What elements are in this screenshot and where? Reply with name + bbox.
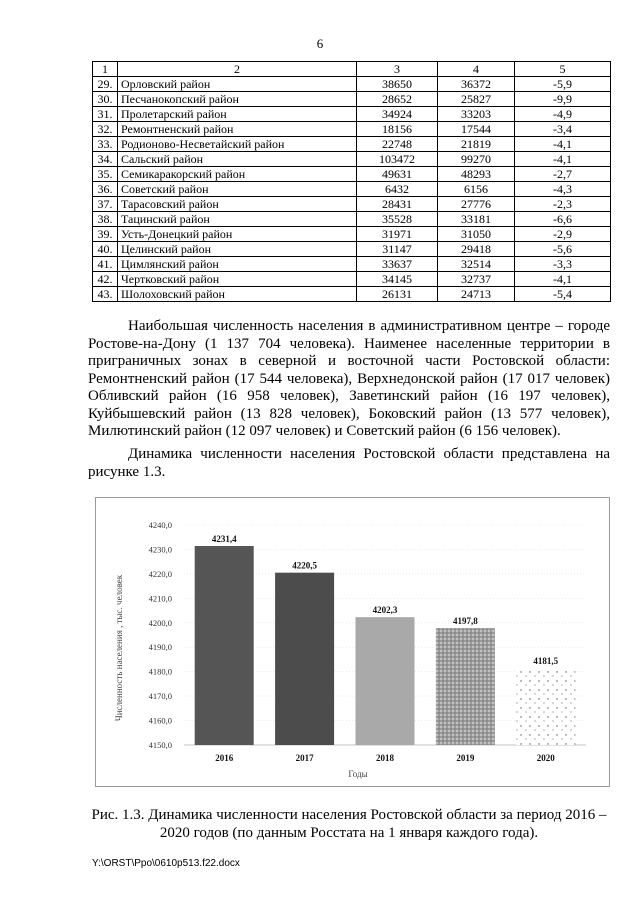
population-2020-cell: 27776 — [438, 197, 515, 212]
table-row — [93, 107, 611, 122]
population-2016-cell: 22748 — [357, 137, 438, 152]
change-percent-cell: -3,3 — [515, 257, 611, 272]
table-row — [93, 197, 611, 212]
population-2020-cell: 6156 — [438, 182, 515, 197]
y-axis-ticks — [149, 520, 172, 750]
change-percent-cell: -4,3 — [515, 182, 611, 197]
population-2020-cell: 29418 — [438, 242, 515, 257]
change-percent-cell: -2,7 — [515, 167, 611, 182]
population-2020-cell: 24713 — [438, 287, 515, 302]
change-percent-cell: -3,4 — [515, 122, 611, 137]
x-axis-ticks — [215, 753, 555, 763]
row-number-cell: 35. — [93, 167, 118, 182]
table-row — [93, 137, 611, 152]
table-header-row — [93, 62, 611, 77]
row-number-cell: 39. — [93, 227, 118, 242]
bar-2016 — [195, 546, 254, 745]
population-2020-cell: 99270 — [438, 152, 515, 167]
row-number-cell: 43. — [93, 287, 118, 302]
district-name-cell: Чертковский район — [118, 272, 357, 287]
population-2020-cell: 32514 — [438, 257, 515, 272]
table-row — [93, 152, 611, 167]
population-2016-cell: 34145 — [357, 272, 438, 287]
table-row — [93, 92, 611, 107]
table-row — [93, 182, 611, 197]
district-name-cell: Пролетарский район — [118, 107, 357, 122]
change-percent-cell: -4,1 — [515, 152, 611, 167]
y-tick-label: 4170,0 — [148, 691, 172, 702]
figure-caption: Рис. 1.3. Динамика численности населения Ростовской области за период 2016 – 2020 годов (по данным Росстата на 1 января каждого года). — [91, 807, 607, 841]
y-tick-label: 4220,0 — [148, 568, 172, 579]
change-percent-cell: -5,4 — [515, 287, 611, 302]
bar-value-label: 4231,4 — [211, 534, 237, 545]
chart-bars — [195, 534, 576, 745]
row-number-cell: 37. — [93, 197, 118, 212]
x-tick-label: 2017 — [295, 753, 314, 763]
population-2020-cell: 17544 — [438, 122, 515, 137]
population-2016-cell: 26131 — [357, 287, 438, 302]
district-name-cell: Ремонтненский район — [118, 122, 357, 137]
row-number-cell: 38. — [93, 212, 118, 227]
table-row — [93, 227, 611, 242]
table-row — [93, 167, 611, 182]
table-row — [93, 77, 611, 92]
bar-2019 — [436, 628, 495, 745]
paragraph-figure-reference — [88, 446, 610, 481]
population-2016-cell: 34924 — [357, 107, 438, 122]
bar-value-label: 4220,5 — [292, 560, 317, 571]
document-path-footer: Y:\ORST\Ppo\0610p513.f22.docx — [92, 858, 240, 869]
row-number-cell: 29. — [93, 77, 118, 92]
population-2016-cell: 28431 — [357, 197, 438, 212]
paragraph-population-summary — [88, 318, 610, 441]
table-header-cell: 3 — [357, 62, 438, 77]
table-row — [93, 212, 611, 227]
district-name-cell: Усть-Донецкий район — [118, 227, 357, 242]
district-name-cell: Советский район — [118, 182, 357, 197]
population-2020-cell: 32737 — [438, 272, 515, 287]
y-tick-label: 4150,0 — [148, 740, 172, 750]
bar-2018 — [356, 617, 415, 745]
bar-2017 — [275, 573, 334, 745]
district-population-table — [92, 61, 611, 302]
y-tick-label: 4190,0 — [148, 642, 172, 653]
y-tick-label: 4180,0 — [148, 666, 172, 677]
district-name-cell: Орловский район — [118, 77, 357, 92]
population-2016-cell: 31147 — [357, 242, 438, 257]
population-2016-cell: 38650 — [357, 77, 438, 92]
chart-canvas — [96, 498, 609, 786]
table-header-cell: 4 — [438, 62, 515, 77]
district-name-cell: Сальский район — [118, 152, 357, 167]
row-number-cell: 30. — [93, 92, 118, 107]
row-number-cell: 34. — [93, 152, 118, 167]
population-2016-cell: 18156 — [357, 122, 438, 137]
bar-value-label: 4202,3 — [372, 605, 398, 616]
population-2016-cell: 103472 — [357, 152, 438, 167]
y-tick-label: 4210,0 — [148, 593, 172, 604]
population-2016-cell: 28652 — [357, 92, 438, 107]
table-header-cell: 2 — [118, 62, 357, 77]
row-number-cell: 31. — [93, 107, 118, 122]
table-row — [93, 122, 611, 137]
table-row — [93, 257, 611, 272]
change-percent-cell: -4,1 — [515, 272, 611, 287]
change-percent-cell: -9,9 — [515, 92, 611, 107]
table-row — [93, 287, 611, 302]
district-name-cell: Песчанокопский район — [118, 92, 357, 107]
table-row — [93, 242, 611, 257]
population-2016-cell: 6432 — [357, 182, 438, 197]
paragraph-text: Наибольшая численность населения в административном центре – городе Ростове-на-Дону (1 137 704 человека). Наименее населенные территории в приграничных зонах в северной и восточной части Ростовской области: Ремонтненский район (17 544 человека), Верхнедонской район (17 017 человек) Обливский район (16 958 человек), Заветинский район (16 197 человек), Куйбышевский район (13 828 человек), Боковский район (13 577 человек), Милютинский район (12 097 человек) и Советский район (6 156 человек). — [88, 318, 610, 439]
row-number-cell: 36. — [93, 182, 118, 197]
change-percent-cell: -6,6 — [515, 212, 611, 227]
population-2020-cell: 25827 — [438, 92, 515, 107]
change-percent-cell: -5,9 — [515, 77, 611, 92]
population-2020-cell: 33203 — [438, 107, 515, 122]
table-header-cell: 1 — [93, 62, 118, 77]
population-2016-cell: 35528 — [357, 212, 438, 227]
row-number-cell: 41. — [93, 257, 118, 272]
population-2020-cell: 33181 — [438, 212, 515, 227]
x-axis-title: Годы — [348, 769, 368, 779]
population-2016-cell: 31971 — [357, 227, 438, 242]
population-2020-cell: 48293 — [438, 167, 515, 182]
population-2020-cell: 31050 — [438, 227, 515, 242]
row-number-cell: 32. — [93, 122, 118, 137]
change-percent-cell: -2,9 — [515, 227, 611, 242]
district-name-cell: Цимлянский район — [118, 257, 357, 272]
change-percent-cell: -2,3 — [515, 197, 611, 212]
x-tick-label: 2016 — [215, 753, 234, 763]
district-name-cell: Родионово-Несветайский район — [118, 137, 357, 152]
bar-2020 — [516, 668, 575, 745]
district-name-cell: Целинский район — [118, 242, 357, 257]
bar-value-label: 4197,8 — [453, 616, 478, 627]
paragraph-text: Динамика численности населения Ростовской области представлена на рисунке 1.3. — [88, 446, 610, 480]
row-number-cell: 40. — [93, 242, 118, 257]
population-2020-cell: 21819 — [438, 137, 515, 152]
y-tick-label: 4240,0 — [148, 520, 172, 530]
row-number-cell: 42. — [93, 272, 118, 287]
district-name-cell: Шолоховский район — [118, 287, 357, 302]
population-2016-cell: 49631 — [357, 167, 438, 182]
y-tick-label: 4200,0 — [148, 617, 172, 628]
district-name-cell: Тацинский район — [118, 212, 357, 227]
change-percent-cell: -4,9 — [515, 107, 611, 122]
table-body — [93, 77, 611, 302]
y-axis-title: Численность населения , тыс. человек — [114, 574, 124, 722]
table-header-cell: 5 — [515, 62, 611, 77]
change-percent-cell: -4,1 — [515, 137, 611, 152]
district-name-cell: Тарасовский район — [118, 197, 357, 212]
row-number-cell: 33. — [93, 137, 118, 152]
y-tick-label: 4230,0 — [148, 544, 172, 555]
y-tick-label: 4160,0 — [148, 715, 172, 726]
page-number: 6 — [316, 36, 324, 51]
x-tick-label: 2018 — [376, 753, 394, 763]
population-2020-cell: 36372 — [438, 77, 515, 92]
x-tick-label: 2019 — [456, 753, 475, 763]
x-tick-label: 2020 — [536, 753, 555, 763]
bar-value-label: 4181,5 — [533, 656, 559, 666]
population-2016-cell: 33637 — [357, 257, 438, 272]
change-percent-cell: -5,6 — [515, 242, 611, 257]
district-name-cell: Семикаракорский район — [118, 167, 357, 182]
population-dynamics-chart — [95, 497, 610, 787]
table-row — [93, 272, 611, 287]
